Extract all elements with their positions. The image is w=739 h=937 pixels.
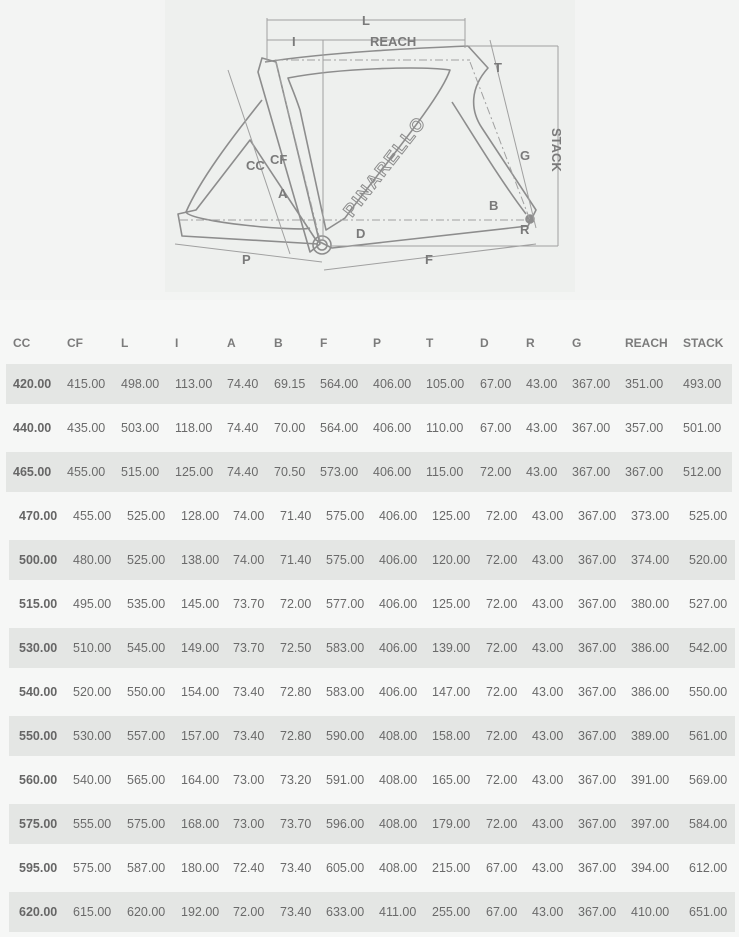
cell-reach: 367.00 [625, 465, 664, 479]
cell-cc: 560.00 [19, 773, 58, 787]
label-p: P [242, 252, 251, 267]
header-r: R [526, 336, 535, 350]
cell-cc: 540.00 [19, 685, 58, 699]
cell-cf: 555.00 [73, 817, 112, 831]
cell-l: 525.00 [127, 509, 166, 523]
cell-r: 43.00 [532, 685, 564, 699]
cell-a: 73.70 [233, 597, 265, 611]
table-row [9, 496, 735, 536]
header-i: I [175, 336, 179, 350]
cell-t: 125.00 [432, 509, 471, 523]
cell-d: 72.00 [486, 729, 518, 743]
label-i: I [292, 34, 296, 49]
cell-t: 139.00 [432, 641, 471, 655]
cell-l: 498.00 [121, 377, 160, 391]
header-d: D [480, 336, 489, 350]
cell-cc: 530.00 [19, 641, 58, 655]
cell-r: 43.00 [532, 905, 564, 919]
cell-r: 43.00 [532, 729, 564, 743]
cell-d: 72.00 [486, 597, 518, 611]
cell-p: 406.00 [379, 641, 418, 655]
table-row [9, 584, 735, 624]
cell-d: 72.00 [486, 773, 518, 787]
header-cf: CF [67, 336, 83, 350]
cell-p: 406.00 [379, 509, 418, 523]
cell-i: 180.00 [181, 861, 220, 875]
cell-f: 633.00 [326, 905, 365, 919]
cell-cc: 550.00 [19, 729, 58, 743]
cell-stack: 501.00 [683, 421, 722, 435]
cell-d: 72.00 [486, 685, 518, 699]
cell-p: 408.00 [379, 729, 418, 743]
cell-r: 43.00 [532, 773, 564, 787]
cell-f: 583.00 [326, 641, 365, 655]
header-b: B [274, 336, 283, 350]
table-row [9, 760, 735, 800]
cell-a: 74.00 [233, 509, 265, 523]
header-a: A [227, 336, 236, 350]
cell-l: 565.00 [127, 773, 166, 787]
cell-p: 408.00 [379, 817, 418, 831]
cell-g: 367.00 [578, 861, 617, 875]
label-r: R [520, 222, 530, 237]
cell-p: 406.00 [379, 597, 418, 611]
cell-d: 67.00 [486, 905, 518, 919]
cell-r: 43.00 [526, 377, 558, 391]
cell-b: 72.50 [280, 641, 312, 655]
cell-l: 587.00 [127, 861, 166, 875]
cell-f: 605.00 [326, 861, 365, 875]
cell-r: 43.00 [532, 817, 564, 831]
cell-b: 73.40 [280, 905, 312, 919]
cell-g: 367.00 [578, 817, 617, 831]
label-l: L [362, 13, 370, 28]
cell-stack: 569.00 [689, 773, 728, 787]
header-f: F [320, 336, 328, 350]
cell-cf: 530.00 [73, 729, 112, 743]
cell-r: 43.00 [526, 465, 558, 479]
cell-t: 115.00 [426, 465, 464, 479]
cell-cc: 420.00 [13, 377, 52, 391]
table-row [9, 672, 735, 712]
cell-i: 168.00 [181, 817, 220, 831]
cell-g: 367.00 [572, 465, 611, 479]
cell-p: 406.00 [373, 465, 412, 479]
cell-reach: 351.00 [625, 377, 664, 391]
cell-reach: 391.00 [631, 773, 670, 787]
label-b: B [489, 198, 499, 213]
label-d: D [356, 226, 366, 241]
cell-a: 74.00 [233, 553, 265, 567]
cell-p: 406.00 [373, 377, 412, 391]
table-row [9, 628, 735, 668]
header-p: P [373, 336, 382, 350]
header-l: L [121, 336, 129, 350]
cell-i: 113.00 [175, 377, 213, 391]
cell-b: 72.80 [280, 685, 312, 699]
cell-f: 575.00 [326, 509, 365, 523]
cell-f: 591.00 [326, 773, 365, 787]
cell-d: 72.00 [480, 465, 512, 479]
brand-wordmark: PINARELLO [339, 111, 431, 221]
cell-a: 73.00 [233, 773, 265, 787]
cell-r: 43.00 [532, 597, 564, 611]
cell-r: 43.00 [526, 421, 558, 435]
header-reach: REACH [625, 336, 668, 350]
cell-l: 550.00 [127, 685, 166, 699]
cell-reach: 380.00 [631, 597, 670, 611]
header-g: G [572, 336, 582, 350]
cell-b: 73.20 [280, 773, 312, 787]
cell-t: 125.00 [432, 597, 471, 611]
cell-a: 72.40 [233, 861, 265, 875]
cell-cf: 435.00 [67, 421, 106, 435]
cell-stack: 584.00 [689, 817, 728, 831]
table-row [6, 364, 732, 404]
cell-r: 43.00 [532, 553, 564, 567]
cell-g: 367.00 [572, 377, 611, 391]
cell-f: 573.00 [320, 465, 359, 479]
cell-t: 158.00 [432, 729, 471, 743]
cell-b: 73.70 [280, 817, 312, 831]
cell-g: 367.00 [578, 641, 617, 655]
cell-b: 71.40 [280, 553, 312, 567]
cell-b: 71.40 [280, 509, 312, 523]
cell-b: 72.00 [280, 597, 312, 611]
cell-cc: 500.00 [19, 553, 58, 567]
cell-cf: 415.00 [67, 377, 106, 391]
cell-stack: 651.00 [689, 905, 728, 919]
cell-b: 70.00 [274, 421, 306, 435]
cell-f: 583.00 [326, 685, 365, 699]
cell-cf: 455.00 [67, 465, 106, 479]
cell-r: 43.00 [532, 861, 564, 875]
cell-i: 118.00 [175, 421, 213, 435]
cell-t: 165.00 [432, 773, 471, 787]
cell-cf: 455.00 [73, 509, 112, 523]
cell-cf: 480.00 [73, 553, 112, 567]
table-row [9, 804, 735, 844]
cell-cc: 470.00 [19, 509, 58, 523]
cell-cf: 615.00 [73, 905, 112, 919]
geometry-table [0, 300, 739, 937]
cell-g: 367.00 [578, 773, 617, 787]
cell-stack: 527.00 [689, 597, 728, 611]
cell-stack: 512.00 [683, 465, 722, 479]
cell-a: 74.40 [227, 377, 259, 391]
cell-reach: 373.00 [631, 509, 670, 523]
cell-a: 73.70 [233, 641, 265, 655]
cell-t: 179.00 [432, 817, 471, 831]
label-f: F [425, 252, 433, 267]
cell-p: 411.00 [379, 905, 417, 919]
cell-cc: 515.00 [19, 597, 58, 611]
cell-t: 255.00 [432, 905, 471, 919]
cell-g: 367.00 [578, 685, 617, 699]
cell-reach: 386.00 [631, 685, 670, 699]
table-row [9, 848, 735, 888]
cell-t: 105.00 [426, 377, 465, 391]
header-cc: CC [13, 336, 31, 350]
cell-i: 154.00 [181, 685, 220, 699]
cell-a: 73.00 [233, 817, 265, 831]
cell-l: 557.00 [127, 729, 166, 743]
cell-f: 575.00 [326, 553, 365, 567]
cell-f: 564.00 [320, 377, 359, 391]
header-stack: STACK [683, 336, 724, 350]
cell-cf: 520.00 [73, 685, 112, 699]
cell-stack: 493.00 [683, 377, 722, 391]
cell-b: 72.80 [280, 729, 312, 743]
cell-stack: 561.00 [689, 729, 728, 743]
cell-p: 406.00 [373, 421, 412, 435]
cell-i: 157.00 [181, 729, 220, 743]
frame-geometry-diagram [0, 0, 739, 300]
cell-reach: 357.00 [625, 421, 664, 435]
cell-d: 67.00 [480, 421, 512, 435]
cell-l: 575.00 [127, 817, 166, 831]
cell-cc: 440.00 [13, 421, 52, 435]
cell-a: 73.40 [233, 685, 265, 699]
frame-diagram-svg [0, 0, 739, 300]
cell-l: 620.00 [127, 905, 166, 919]
table-row [6, 408, 732, 448]
header-t: T [426, 336, 434, 350]
cell-t: 215.00 [432, 861, 471, 875]
cell-reach: 397.00 [631, 817, 670, 831]
cell-p: 406.00 [379, 685, 418, 699]
cell-a: 72.00 [233, 905, 265, 919]
cell-cc: 595.00 [19, 861, 58, 875]
cell-stack: 542.00 [689, 641, 728, 655]
cell-reach: 389.00 [631, 729, 670, 743]
cell-l: 525.00 [127, 553, 166, 567]
cell-d: 67.00 [486, 861, 518, 875]
cell-g: 367.00 [578, 553, 617, 567]
cell-stack: 525.00 [689, 509, 728, 523]
cell-t: 120.00 [432, 553, 471, 567]
cell-d: 72.00 [486, 817, 518, 831]
cell-f: 590.00 [326, 729, 365, 743]
label-a: A [278, 186, 288, 201]
cell-cc: 620.00 [19, 905, 58, 919]
cell-l: 535.00 [127, 597, 166, 611]
cell-i: 164.00 [181, 773, 220, 787]
cell-g: 367.00 [578, 597, 617, 611]
cell-g: 367.00 [572, 421, 611, 435]
cell-t: 110.00 [426, 421, 464, 435]
cell-stack: 550.00 [689, 685, 728, 699]
cell-cc: 465.00 [13, 465, 52, 479]
table-row [6, 452, 732, 492]
cell-a: 74.40 [227, 421, 259, 435]
table-row [9, 540, 735, 580]
cell-cf: 540.00 [73, 773, 112, 787]
cell-d: 72.00 [486, 509, 518, 523]
cell-i: 145.00 [181, 597, 220, 611]
cell-r: 43.00 [532, 509, 564, 523]
cell-l: 515.00 [121, 465, 160, 479]
label-cf: CF [270, 152, 288, 167]
cell-reach: 386.00 [631, 641, 670, 655]
cell-stack: 612.00 [689, 861, 728, 875]
label-reach: REACH [370, 34, 417, 49]
cell-b: 70.50 [274, 465, 306, 479]
label-cc: CC [246, 158, 265, 173]
cell-d: 72.00 [486, 641, 518, 655]
cell-b: 73.40 [280, 861, 312, 875]
label-g: G [520, 148, 531, 163]
cell-f: 564.00 [320, 421, 359, 435]
cell-a: 74.40 [227, 465, 259, 479]
cell-cf: 575.00 [73, 861, 112, 875]
cell-d: 72.00 [486, 553, 518, 567]
cell-f: 596.00 [326, 817, 365, 831]
cell-l: 545.00 [127, 641, 166, 655]
cell-p: 408.00 [379, 861, 418, 875]
cell-l: 503.00 [121, 421, 160, 435]
cell-r: 43.00 [532, 641, 564, 655]
cell-reach: 410.00 [631, 905, 670, 919]
table-row [9, 716, 735, 756]
cell-p: 408.00 [379, 773, 418, 787]
table-row [9, 892, 735, 932]
cell-stack: 520.00 [689, 553, 728, 567]
cell-i: 138.00 [181, 553, 220, 567]
cell-p: 406.00 [379, 553, 418, 567]
cell-b: 69.15 [274, 377, 306, 391]
cell-t: 147.00 [432, 685, 471, 699]
cell-cf: 495.00 [73, 597, 112, 611]
cell-i: 128.00 [181, 509, 220, 523]
cell-a: 73.40 [233, 729, 265, 743]
cell-g: 367.00 [578, 729, 617, 743]
label-t: T [494, 60, 502, 75]
cell-i: 125.00 [175, 465, 214, 479]
table-header [0, 328, 739, 358]
cell-cc: 575.00 [19, 817, 58, 831]
cell-f: 577.00 [326, 597, 365, 611]
cell-g: 367.00 [578, 509, 617, 523]
cell-reach: 394.00 [631, 861, 670, 875]
cell-i: 192.00 [181, 905, 220, 919]
cell-i: 149.00 [181, 641, 220, 655]
cell-cf: 510.00 [73, 641, 112, 655]
label-stack: STACK [549, 128, 564, 172]
cell-reach: 374.00 [631, 553, 670, 567]
cell-d: 67.00 [480, 377, 512, 391]
cell-g: 367.00 [578, 905, 617, 919]
